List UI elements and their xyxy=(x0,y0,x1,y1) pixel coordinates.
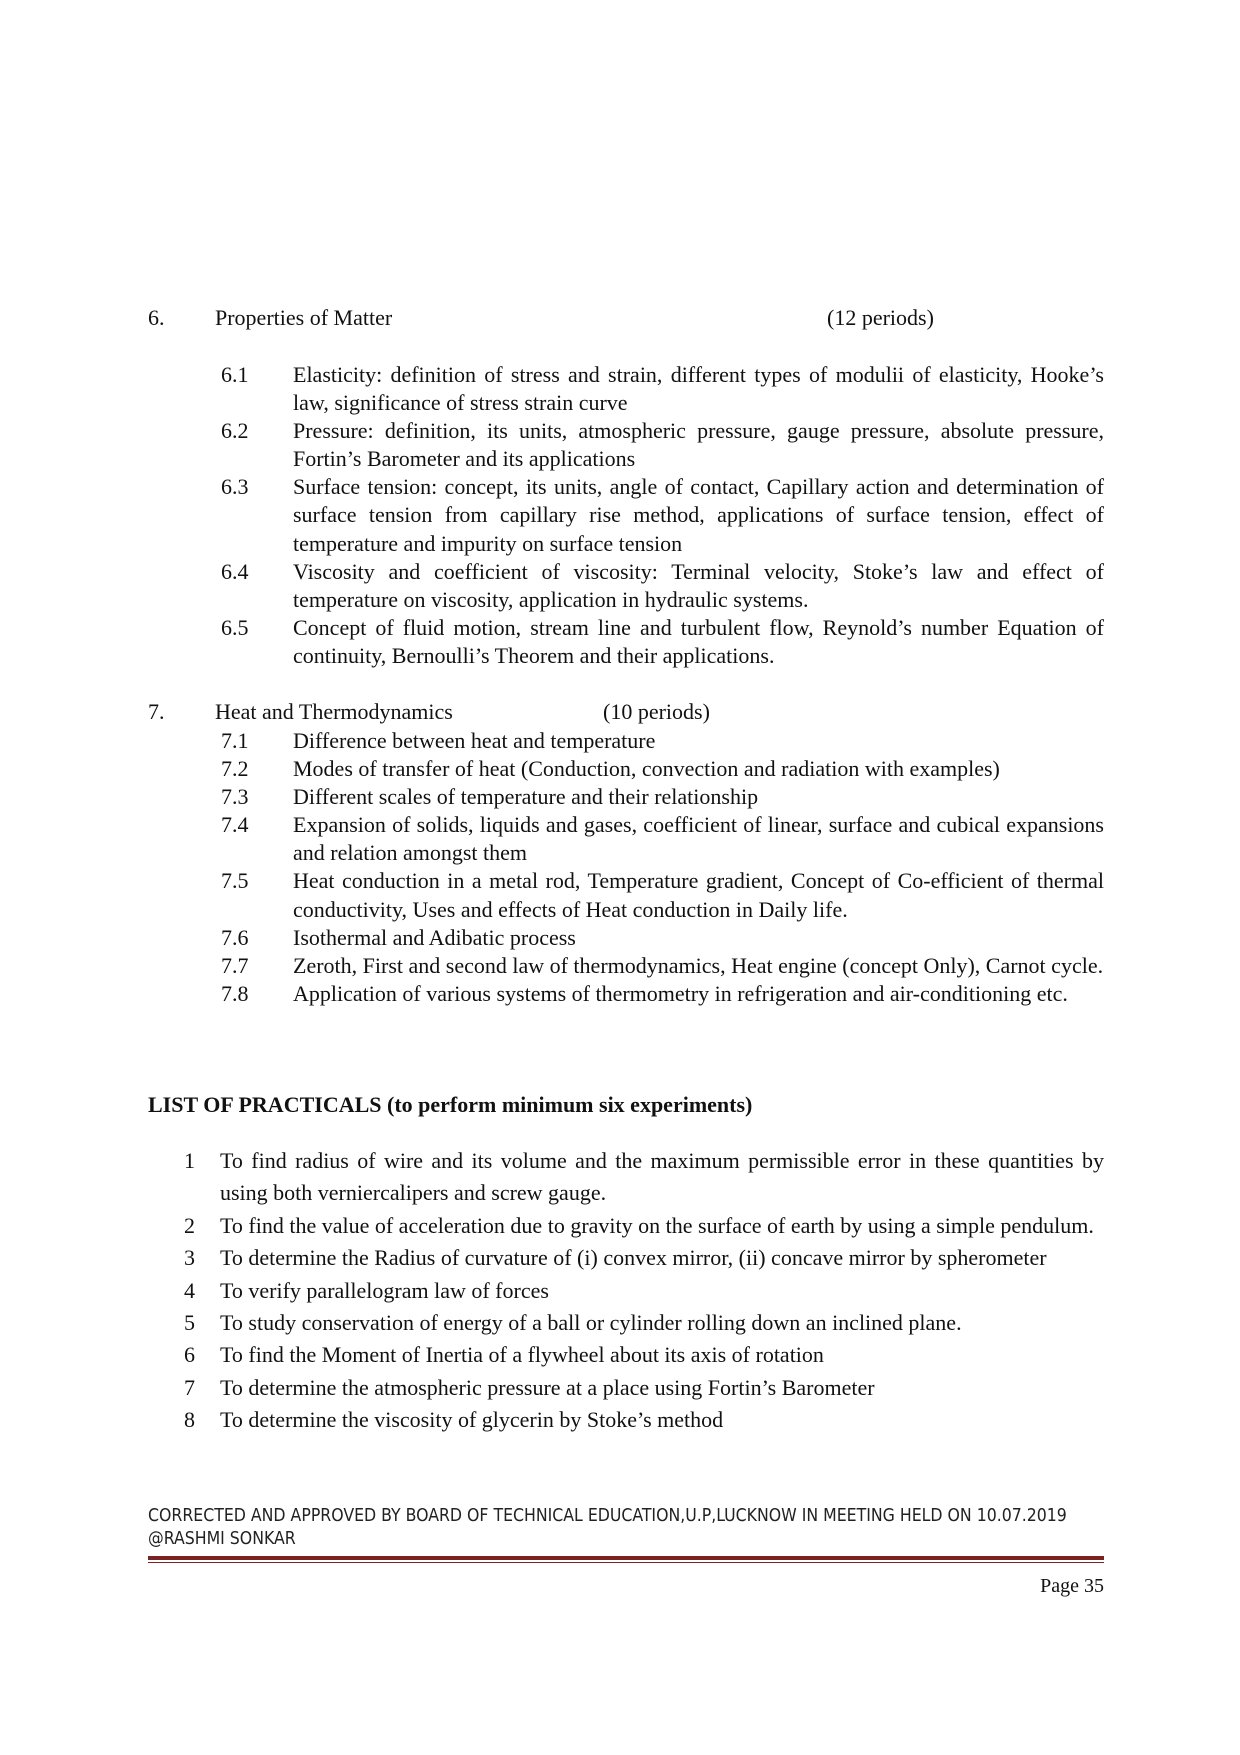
unit-6-topics xyxy=(148,361,1104,670)
unit-title: Properties of Matter xyxy=(215,305,393,330)
practical-item xyxy=(148,1339,1104,1371)
practical-item xyxy=(148,1372,1104,1404)
topic-number: 7.1 xyxy=(221,728,249,753)
practical-number: 1 xyxy=(184,1148,195,1173)
topic-item xyxy=(148,952,1104,980)
footer-rule-thick xyxy=(148,1556,1104,1560)
unit-periods: (12 periods) xyxy=(827,305,934,330)
practical-text: To find the value of acceleration due to gravity on the surface of earth by using a simple pendulum. xyxy=(220,1212,1094,1238)
topic-number: 6.1 xyxy=(221,362,249,387)
practical-number: 2 xyxy=(184,1212,195,1238)
topic-item xyxy=(148,811,1104,867)
practicals-heading: LIST OF PRACTICALS (to perform minimum six experiments) xyxy=(148,1092,753,1117)
topic-item xyxy=(148,783,1104,811)
practical-item xyxy=(148,1145,1104,1210)
topic-number: 7.4 xyxy=(221,812,249,838)
topic-item xyxy=(148,867,1104,923)
topic-number: 7.2 xyxy=(221,756,249,782)
topic-text: Pressure: definition, its units, atmospheric pressure, gauge pressure, absolute pressure, Fortin’s Barometer and its applications xyxy=(293,418,1104,472)
footer-rule-thin xyxy=(148,1562,1104,1563)
page-number: Page 35 xyxy=(1040,1575,1104,1597)
practical-item xyxy=(148,1307,1104,1339)
topic-number: 7.8 xyxy=(221,980,249,1006)
practical-text: To verify parallelogram law of forces xyxy=(220,1277,549,1303)
practical-text: To find the Moment of Inertia of a flywheel about its axis of rotation xyxy=(220,1342,824,1368)
topic-text: Surface tension: concept, its units, angle of contact, Capillary action and determination of surface tension from capillary rise method, applications of surface tension, effect of temperature and impurity on surface tension xyxy=(293,474,1104,556)
topic-item xyxy=(148,473,1104,557)
topic-text: Expansion of solids, liquids and gases, coefficient of linear, surface and cubical expansions and relation amongst them xyxy=(293,812,1104,866)
topic-item xyxy=(148,614,1104,670)
practical-item xyxy=(148,1210,1104,1242)
topic-item xyxy=(148,980,1104,1008)
unit-periods: (10 periods) xyxy=(603,699,710,724)
topic-item xyxy=(148,361,1104,417)
topic-text: Zeroth, First and second law of thermodynamics, Heat engine (concept Only), Carnot cycle. xyxy=(293,952,1104,978)
practical-number: 7 xyxy=(184,1374,195,1400)
practical-text: To study conservation of energy of a ball or cylinder rolling down an inclined plane. xyxy=(220,1310,962,1336)
practical-item xyxy=(148,1275,1104,1307)
practical-number: 4 xyxy=(184,1277,195,1303)
topic-text: Viscosity and coefficient of viscosity: Terminal velocity, Stoke’s law and effect of temperature on viscosity, application in hydraulic systems. xyxy=(293,558,1104,612)
topic-number: 6.2 xyxy=(221,418,249,444)
topic-text: Application of various systems of thermometry in refrigeration and air-conditioning etc. xyxy=(293,980,1068,1006)
practical-text: To determine the atmospheric pressure at a place using Fortin’s Barometer xyxy=(220,1374,875,1400)
topic-number: 6.3 xyxy=(221,474,249,500)
practical-number: 8 xyxy=(184,1407,195,1433)
approval-note: CORRECTED AND APPROVED BY BOARD OF TECHNICAL EDUCATION,U.P,LUCKNOW IN MEETING HELD ON 10.07.2019 @RASHMI SONKAR xyxy=(148,1506,1067,1549)
unit-title: Heat and Thermodynamics xyxy=(215,699,453,724)
practical-number: 3 xyxy=(184,1245,195,1271)
practical-number: 6 xyxy=(184,1342,195,1368)
practical-text: To find radius of wire and its volume and the maximum permissible error in these quantities by using both verniercalipers and screw gauge. xyxy=(220,1148,1104,1206)
topic-number: 6.4 xyxy=(221,558,249,584)
topic-item xyxy=(148,924,1104,952)
unit-number: 6. xyxy=(148,305,165,330)
topic-text: Concept of fluid motion, stream line and turbulent flow, Reynold’s number Equation of continuity, Bernoulli’s Theorem and their applications. xyxy=(293,614,1104,668)
topic-item xyxy=(148,417,1104,473)
topic-number: 7.6 xyxy=(221,924,249,950)
topic-item xyxy=(148,755,1104,783)
topic-number: 7.7 xyxy=(221,952,249,978)
topic-number: 7.3 xyxy=(221,784,249,810)
unit-7-topics xyxy=(148,727,1104,1008)
topic-text: Heat conduction in a metal rod, Temperature gradient, Concept of Co-efficient of thermal conductivity, Uses and effects of Heat conduction in Daily life. xyxy=(293,868,1104,922)
practical-text: To determine the Radius of curvature of (i) convex mirror, (ii) concave mirror by spherometer xyxy=(220,1245,1047,1271)
practical-text: To determine the viscosity of glycerin by Stoke’s method xyxy=(220,1407,724,1433)
practicals-list xyxy=(148,1145,1104,1437)
topic-text: Different scales of temperature and their relationship xyxy=(293,784,759,810)
topic-number: 6.5 xyxy=(221,614,249,640)
topic-number: 7.5 xyxy=(221,868,249,894)
topic-text: Isothermal and Adibatic process xyxy=(293,924,576,950)
topic-item xyxy=(148,727,1104,755)
topic-text: Difference between heat and temperature xyxy=(293,728,656,753)
topic-text: Elasticity: definition of stress and strain, different types of modulii of elasticity, Hooke’s law, significance of stress strain curve xyxy=(293,362,1104,416)
practical-item xyxy=(148,1242,1104,1274)
unit-number: 7. xyxy=(148,699,165,724)
practical-item xyxy=(148,1404,1104,1436)
topic-item xyxy=(148,558,1104,614)
topic-text: Modes of transfer of heat (Conduction, convection and radiation with examples) xyxy=(293,756,1000,782)
practical-number: 5 xyxy=(184,1310,195,1336)
